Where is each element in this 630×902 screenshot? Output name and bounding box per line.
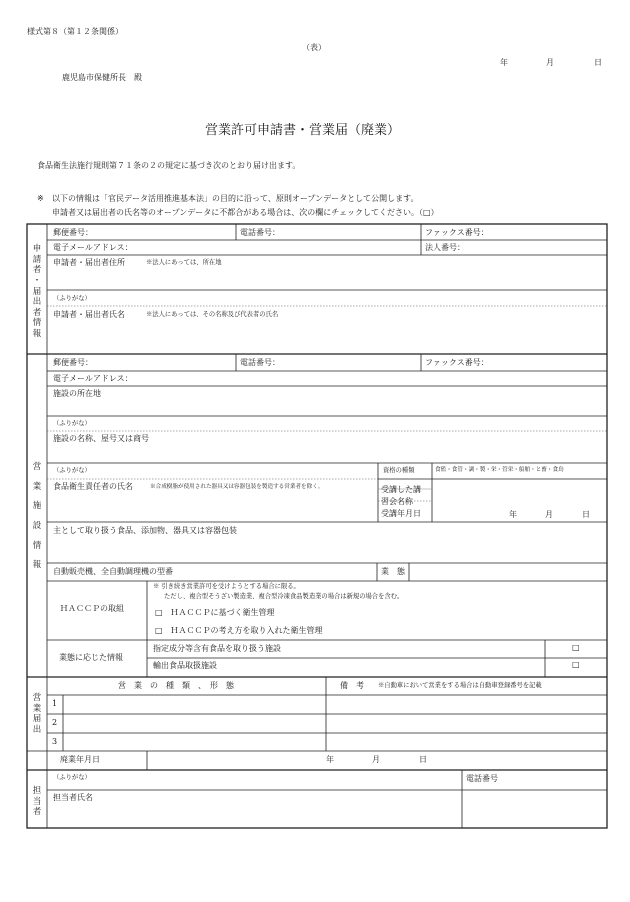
note-line-1: 以下の情報は「官民データ活用推進基本法」の目的に沿って、原則オープンデータとして公開します。 xyxy=(52,194,419,203)
closure-date-label: 廃業年月日 xyxy=(60,755,100,764)
applicant-furigana: （ふりがな） xyxy=(53,295,91,302)
note-mark: ※ xyxy=(37,194,44,203)
applicant-address-label: 申請者・届出者住所 xyxy=(53,258,125,267)
contact-furigana: （ふりがな） xyxy=(53,774,91,781)
business-info-label: 業態に応じた情報 xyxy=(59,653,123,662)
course-day-label: 日 xyxy=(582,510,590,519)
section-label-contact: 担 当 者 xyxy=(32,786,42,818)
contact-tel-label: 電話番号 xyxy=(466,774,498,783)
section-label-business: 営 業 届 出 xyxy=(32,693,42,735)
intro-text: 食品衛生法施行規則第７１条の２の規定に基づき次のとおり届け出ます。 xyxy=(37,161,301,170)
facility-name-label: 施設の名称、屋号又は商号 xyxy=(53,434,149,443)
business-info-2: 輸出食品取扱施設 xyxy=(153,661,217,670)
date-year-label: 年 xyxy=(500,58,508,67)
closure-year-label: 年 xyxy=(326,755,334,764)
business-type-header: 営 業 の 種 類 、 形 態 xyxy=(118,681,234,690)
applicant-tel-label: 電話番号： xyxy=(240,228,280,237)
business-type-label: 業 態 xyxy=(381,567,405,576)
remarks-header: 備 考 xyxy=(340,681,364,690)
section-label-facility: 営 業 施 設 情 報 xyxy=(32,462,42,571)
qualification-options: 食監・食管・調・製・栄・管栄・船舶・と畜・食鳥 xyxy=(435,467,564,473)
applicant-name-note: ※法人にあっては、その名称及び代表者の氏名 xyxy=(146,311,279,318)
closure-day-label: 日 xyxy=(419,755,427,764)
haccp-note-2: ただし、複合型そうざい製造業、複合型冷凍食品製造業の場合は新規の場合を含む。 xyxy=(164,593,404,600)
products-label: 主として取り扱う食品、添加物、器具又は容器包装 xyxy=(53,526,237,535)
facility-furigana-1: （ふりがな） xyxy=(53,420,91,427)
row-number-3: 3 xyxy=(52,737,58,746)
facility-location-label: 施設の所在地 xyxy=(53,389,101,398)
course-month-label: 月 xyxy=(545,510,553,519)
facility-email-label: 電子メールアドレス： xyxy=(53,374,133,383)
course-year-label: 年 xyxy=(509,510,517,519)
course-name-label-1: 受講した講 xyxy=(381,485,421,494)
manager-name-label: 食品衛生責任者の氏名 xyxy=(53,482,133,491)
row-number-2: 2 xyxy=(52,718,58,727)
form-title: 営業許可申請書・営業届（廃業） xyxy=(205,123,401,138)
applicant-address-note: ※法人にあっては、所在地 xyxy=(146,259,222,266)
vending-label: 自動販売機、全自動調理機の型番 xyxy=(53,567,173,576)
haccp-note-1: ※ 引き続き営業許可を受けようとする場合に限る。 xyxy=(153,583,300,590)
applicant-name-label: 申請者・届出者氏名 xyxy=(53,310,125,319)
section-label-applicant: 申 請 者 ・ 届 出 者 情 報 xyxy=(32,244,42,339)
business-info-1: 指定成分等含有食品を取り扱う施設 xyxy=(153,644,281,653)
date-day-label: 日 xyxy=(594,58,602,67)
facility-postal-label: 郵便番号： xyxy=(53,358,93,367)
contact-name-label: 担当者氏名 xyxy=(53,793,93,802)
haccp-option-2[interactable]: □ ＨＡＣＣＰの考え方を取り入れた衛生管理 xyxy=(155,626,323,635)
facility-fax-label: ファックス番号： xyxy=(425,358,489,367)
applicant-fax-label: ファックス番号： xyxy=(425,228,489,237)
closure-month-label: 月 xyxy=(372,755,380,764)
applicant-email-label: 電子メールアドレス： xyxy=(53,243,133,252)
date-month-label: 月 xyxy=(546,58,554,67)
addressee: 鹿児島市保健所長 殿 xyxy=(62,73,142,82)
facility-furigana-2: （ふりがな） xyxy=(53,467,91,474)
business-info-checkbox-1[interactable]: □ xyxy=(572,643,580,652)
manager-note: ※合成樹脂が使用された器具又は容器包装を製造する営業者を除く。 xyxy=(150,484,324,490)
haccp-option-1[interactable]: □ ＨＡＣＣＰに基づく衛生管理 xyxy=(155,608,275,617)
course-date-label: 受講年月日 xyxy=(381,509,421,518)
side-label: （表） xyxy=(302,43,326,52)
course-name-label-2: 習会名称 xyxy=(381,497,413,506)
remarks-note: ※自動車において営業をする場合は自動車登録番号を記載 xyxy=(378,682,542,689)
applicant-corp-no-label: 法人番号： xyxy=(425,243,465,252)
note-line-2: 申請者又は届出者の氏名等のオープンデータに不都合がある場合は、次の欄にチェックしてください。（□） xyxy=(52,208,439,217)
applicant-postal-label: 郵便番号： xyxy=(53,228,93,237)
form-number: 様式第８（第１２条関係） xyxy=(27,27,123,36)
qualification-type-label: 資格の種類 xyxy=(383,467,415,474)
business-info-checkbox-2[interactable]: □ xyxy=(572,660,580,669)
facility-tel-label: 電話番号： xyxy=(240,358,280,367)
haccp-label: ＨＡＣＣＰの取組 xyxy=(60,604,124,613)
row-number-1: 1 xyxy=(52,699,58,708)
